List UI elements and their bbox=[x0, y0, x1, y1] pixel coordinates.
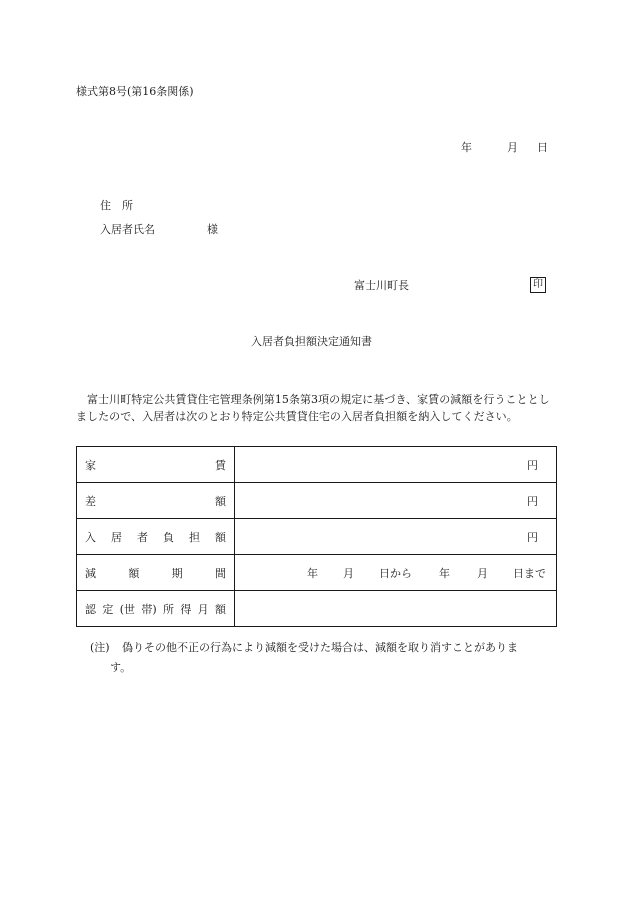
label-char: 定 bbox=[102, 602, 114, 616]
label-char: 担 bbox=[189, 530, 200, 544]
label-char: (世 bbox=[119, 602, 135, 616]
date-day: 日 bbox=[537, 141, 548, 154]
label-char: 額 bbox=[215, 602, 226, 616]
label-char: 認 bbox=[85, 602, 96, 616]
label-char: 家 bbox=[85, 458, 96, 472]
label-char: 入 bbox=[85, 530, 96, 544]
label-char: 期 bbox=[171, 566, 183, 580]
income-value-cell bbox=[235, 591, 557, 627]
note-continuation: す。 bbox=[110, 661, 132, 674]
date-line bbox=[461, 141, 548, 155]
label-char: 減 bbox=[85, 566, 96, 580]
burden-value-cell bbox=[235, 519, 557, 555]
rent-label bbox=[77, 447, 235, 483]
body-text: 富士川町特定公共賃貸住宅管理条例第15条第3項の規定に基づき、家賃の減額を行うこととしましたので、入居者は次のとおり特定公共賃貸住宅の入居者負担額を納入してください。 bbox=[76, 393, 550, 423]
period-value-cell bbox=[235, 555, 557, 591]
diff-label bbox=[77, 483, 235, 519]
income-label bbox=[77, 591, 235, 627]
table-row bbox=[77, 519, 557, 555]
date-year: 年 bbox=[461, 141, 472, 154]
label-char: 得 bbox=[180, 602, 192, 616]
yen-unit: 円 bbox=[527, 530, 538, 544]
label-char: 月 bbox=[197, 602, 209, 616]
label-char: 者 bbox=[137, 530, 148, 544]
burden-label bbox=[77, 519, 235, 555]
note-text: 偽りその他不正の行為により減額を受けた場合は、減額を取り消すことがありま bbox=[122, 641, 518, 654]
rent-value-cell bbox=[235, 447, 557, 483]
info-table bbox=[76, 446, 557, 627]
document-title: 入居者負担額決定通知書 bbox=[251, 335, 372, 348]
yen-unit: 円 bbox=[527, 458, 538, 472]
table-row bbox=[77, 483, 557, 519]
label-char: 額 bbox=[215, 530, 226, 544]
label-char: 居 bbox=[111, 530, 122, 544]
seal-mark: 印 bbox=[530, 277, 546, 293]
label-char: 額 bbox=[215, 494, 226, 508]
date-month: 月 bbox=[507, 141, 518, 154]
label-char: 差 bbox=[85, 494, 96, 508]
note bbox=[90, 638, 558, 678]
tenant-name-label: 入居者氏名 bbox=[100, 223, 155, 236]
from-day: 日から bbox=[379, 566, 412, 580]
label-char: 負 bbox=[163, 530, 174, 544]
note-head: (注) bbox=[90, 641, 110, 654]
from-month: 月 bbox=[343, 566, 354, 580]
table-row bbox=[77, 555, 557, 591]
mayor-title: 富士川町長 bbox=[354, 279, 409, 292]
honorific: 様 bbox=[207, 223, 218, 236]
yen-unit: 円 bbox=[527, 494, 538, 508]
to-year: 年 bbox=[439, 566, 450, 580]
label-char: 間 bbox=[214, 566, 226, 580]
label-char: 所 bbox=[162, 602, 174, 616]
period-label bbox=[77, 555, 235, 591]
to-day: 日まで bbox=[513, 566, 546, 580]
form-number: 様式第8号(第16条関係) bbox=[76, 85, 194, 98]
from-year: 年 bbox=[307, 566, 318, 580]
label-char: 賃 bbox=[215, 458, 226, 472]
table-row bbox=[77, 591, 557, 627]
address-label: 住 所 bbox=[100, 199, 133, 212]
to-month: 月 bbox=[477, 566, 488, 580]
label-char: 帯) bbox=[141, 602, 157, 616]
diff-value-cell bbox=[235, 483, 557, 519]
label-char: 額 bbox=[128, 566, 140, 580]
table-row bbox=[77, 447, 557, 483]
